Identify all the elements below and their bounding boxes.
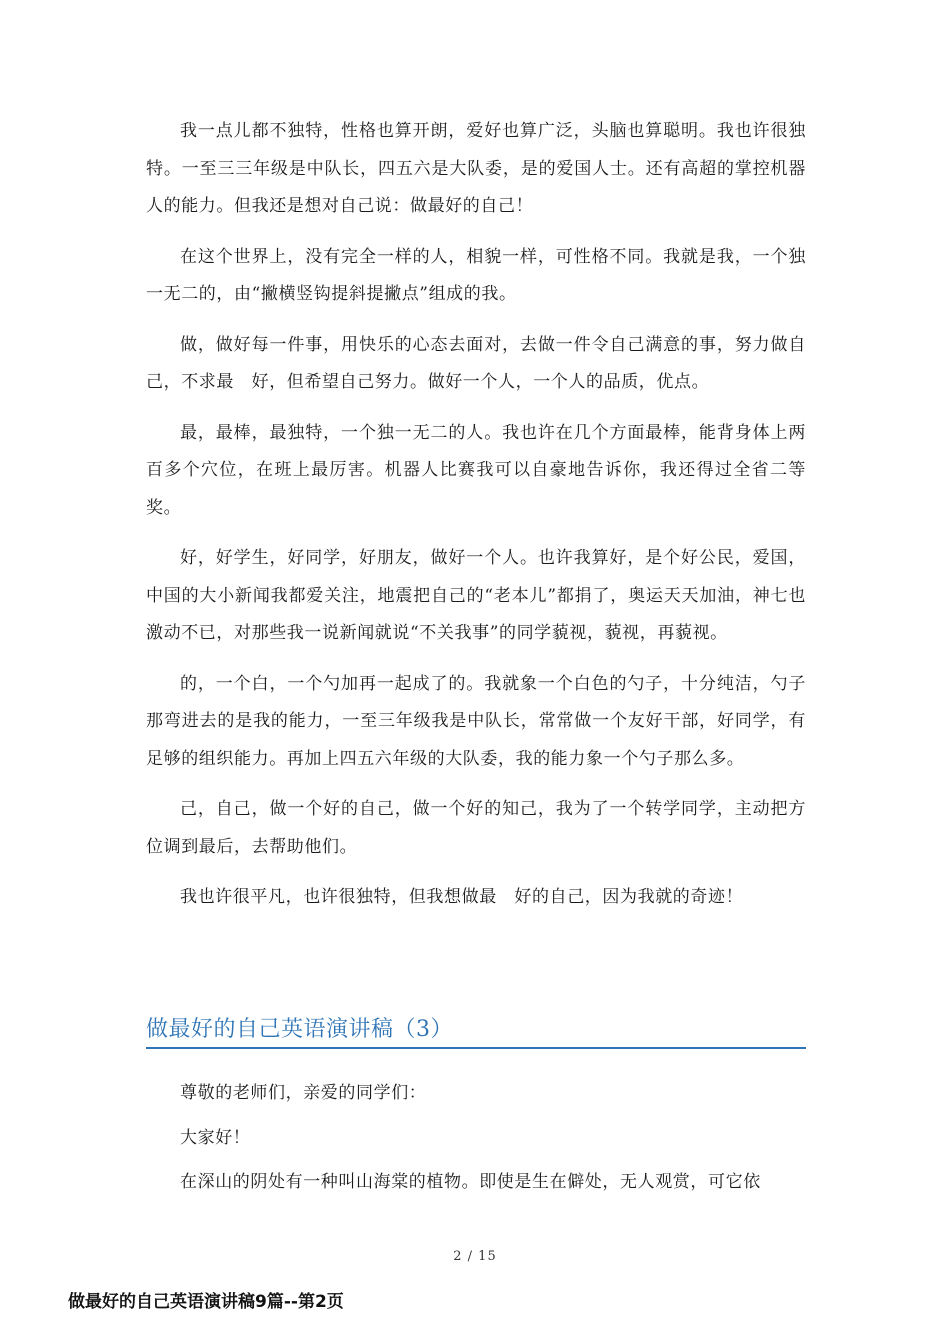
paragraph: 做，做好每一件事，用快乐的心态去面对，去做一件令自己满意的事，努力做自己，不求最 好，但希望自己努力。做好一个人，一个人的品质，优点。 — [146, 334, 806, 392]
document-body — [146, 113, 806, 930]
greeting: 大家好！ — [180, 1127, 251, 1148]
section-body — [146, 1075, 806, 1209]
page-number: 2 / 15 — [453, 1249, 497, 1264]
paragraph: 己，自己，做一个好的自己，做一个好的知己，我为了一个转学同学，主动把方位调到最后，去帮助他们。 — [146, 799, 806, 857]
paragraph: 最，最棒，最独特，一个独一无二的人。我也许在几个方面最棒，能背身体上两百多个穴位，在班上最厉害。机器人比赛我可以自豪地告诉你，我还得过全省二等奖。 — [146, 422, 806, 518]
salutation: 尊敬的老师们，亲爱的同学们： — [180, 1083, 427, 1103]
paragraph: 我也许很平凡，也许很独特，但我想做最 好的自己，因为我就的奇迹！ — [180, 887, 744, 907]
paragraph: 好，好学生，好同学，好朋友，做好一个人。也许我算好，是个好公民，爱国，中国的大小新闻我都爱关注，地震把自己的“老本儿”都捐了，奥运天天加油，神七也激动不已，对那些我一说新闻就说“不关我事”的同学藐视，藐视，再藐视。 — [146, 548, 806, 643]
paragraph: 在深山的阴处有一种叫山海棠的植物。即使是生在僻处，无人观赏，可它依 — [180, 1172, 761, 1192]
footer-caption: 做最好的自己英语演讲稿9篇--第2页 — [68, 1292, 344, 1312]
paragraph: 在这个世界上，没有完全一样的人，相貌一样，可性格不同。我就是我，一个独一无二的，由“撇横竖钩提斜提撇点”组成的我。 — [146, 246, 806, 304]
paragraph: 我一点儿都不独特，性格也算开朗，爱好也算广泛，头脑也算聪明。我也许很独特。一至三三年级是中队长，四五六是大队委，是的爱国人士。还有高超的掌控机器人的能力。但我还是想对自己说：做最好的自己！ — [146, 121, 806, 216]
section-heading: 做最好的自己英语演讲稿（3） — [146, 1013, 806, 1049]
paragraph: 的，一个白，一个勺加再一起成了的。我就象一个白色的勺子，十分纯洁，勺子那弯进去的是我的能力，一至三年级我是中队长，常常做一个友好干部，好同学，有足够的组织能力。再加上四五六年级的大队委，我的能力象一个勺子那么多。 — [146, 673, 806, 769]
